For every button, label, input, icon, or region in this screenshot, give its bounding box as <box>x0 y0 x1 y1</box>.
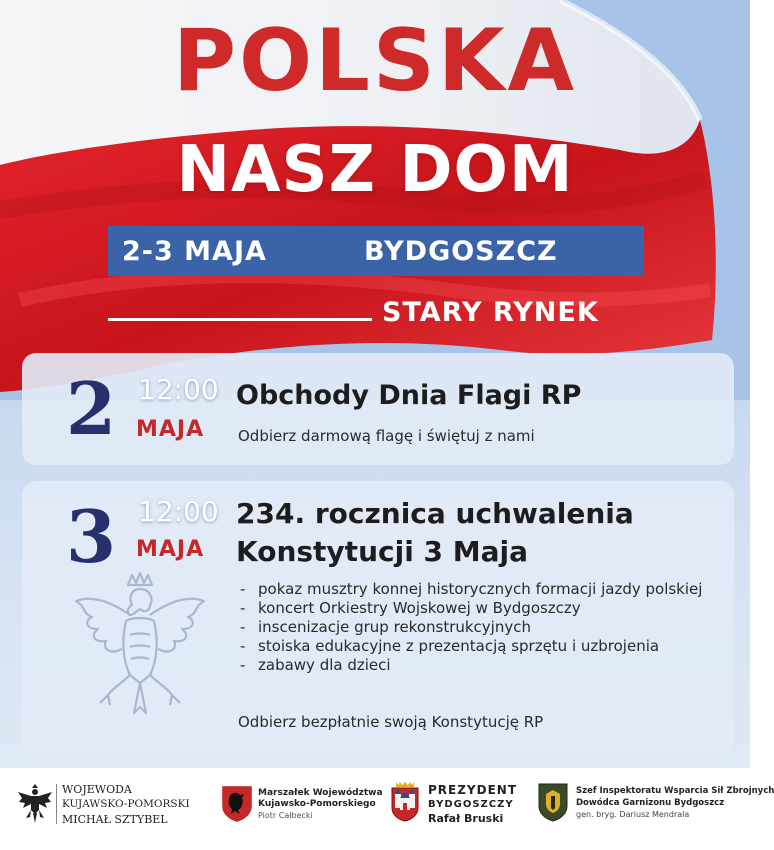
event-title-line-1: 234. rocznica uchwalenia <box>236 497 634 530</box>
logo-divider <box>56 784 57 824</box>
title-nasz-dom: NASZ DOM <box>176 133 574 207</box>
partner-name-line-3: MICHAŁ SZTYBEL <box>62 813 168 826</box>
event-time: 12:00 <box>138 373 219 406</box>
partner-name-line-3: gen. bryg. Dariusz Mendrala <box>576 810 690 819</box>
city-label: BYDGOSZCZ <box>364 236 558 267</box>
partner-name-line-1: Marszałek Województwa <box>258 788 383 798</box>
griffin-shield-icon <box>222 786 252 822</box>
list-item: - koncert Orkiestry Wojskowej w Bydgoszczy <box>240 599 710 618</box>
venue-label: STARY RYNEK <box>382 297 599 328</box>
list-item: - stoiska edukacyjne z prezentacją sprzętu i uzbrojenia <box>240 637 710 656</box>
partner-name-line-2: KUJAWSKO-POMORSKI <box>62 798 190 810</box>
bydgoszcz-crest-icon <box>390 782 420 822</box>
list-item: - zabawy dla dzieci <box>240 656 710 675</box>
event-title-line-2: Konstytucji 3 Maja <box>236 535 529 568</box>
venue-divider <box>108 318 372 321</box>
partner-name-line-2: Kujawsko-Pomorskiego <box>258 799 376 809</box>
event-card-day-2 <box>22 353 734 465</box>
event-card-day-3 <box>22 481 734 753</box>
title-polska: POLSKA <box>172 11 578 111</box>
date-bar <box>108 226 644 276</box>
partner-name-line-3: Piotr Całbecki <box>258 811 313 820</box>
partner-name-line-1: Szef Inspektoratu Wsparcia Sił Zbrojnych <box>576 786 774 796</box>
partner-name-line-2: Dowódca Garnizonu Bydgoszcz <box>576 798 725 808</box>
partners-footer <box>0 768 774 850</box>
military-badge-icon <box>538 782 568 822</box>
partner-name-line-3: Rafał Bruski <box>428 812 504 825</box>
event-title: Obchody Dnia Flagi RP <box>236 380 582 411</box>
event-subtitle: Odbierz darmową flagę i świętuj z nami <box>238 427 535 445</box>
event-day-number: 2 <box>66 366 117 451</box>
partner-name-line-2: BYDGOSZCZY <box>428 799 514 810</box>
date-label: 2-3 MAJA <box>122 236 267 267</box>
eagle-emblem-icon <box>18 784 52 824</box>
list-item: - inscenizacje grup rekonstrukcyjnych <box>240 618 710 637</box>
event-month: MAJA <box>136 537 205 562</box>
event-month: MAJA <box>136 417 205 442</box>
program-list <box>240 580 710 675</box>
event-day-number: 3 <box>66 494 117 579</box>
partner-name-line-1: WOJEWODA <box>62 783 132 796</box>
event-footer-note: Odbierz bezpłatnie swoją Konstytucję RP <box>238 713 544 731</box>
white-eagle-icon <box>70 571 210 721</box>
event-time: 12:00 <box>138 495 219 528</box>
list-item: - pokaz musztry konnej historycznych formacji jazdy polskiej <box>240 580 710 599</box>
partner-name-line-1: PREZYDENT <box>428 783 518 797</box>
